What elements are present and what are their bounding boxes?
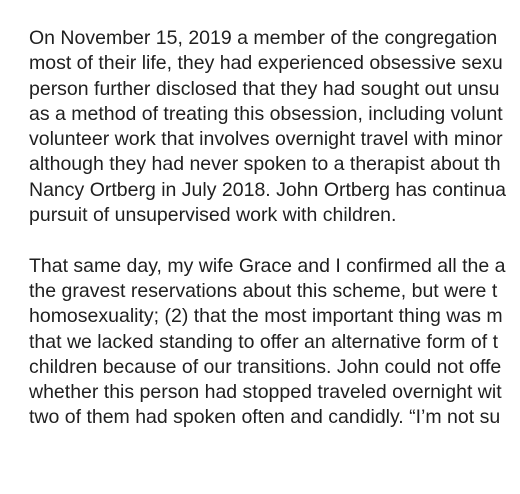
text-line: volunteer work that involves overnight travel with minor bbox=[29, 128, 503, 151]
text-line: That same day, my wife Grace and I confirmed all the a bbox=[29, 254, 506, 277]
text-line: pursuit of unsupervised work with children. bbox=[29, 204, 397, 227]
text-line: On November 15, 2019 a member of the congregation bbox=[29, 27, 498, 49]
text-line: most of their life, they had experienced obsessive sexu bbox=[29, 52, 503, 75]
text-line: person further disclosed that they had sought out unsu bbox=[29, 77, 500, 100]
paragraph-2 bbox=[29, 254, 520, 431]
text-line: that we lacked standing to offer an alternative form of t bbox=[29, 330, 498, 353]
text-line: Nancy Ortberg in July 2018. John Ortberg has continua bbox=[29, 178, 506, 201]
text-line: whether this person had stopped traveled overnight wit bbox=[29, 381, 502, 404]
text-line: as a method of treating this obsession, including volunt bbox=[29, 102, 503, 125]
text-line: two of them had spoken often and candidly. “I’m not su bbox=[29, 406, 501, 429]
text-line: children because of our transitions. John could not offe bbox=[29, 355, 502, 378]
text-line: the gravest reservations about this scheme, but were t bbox=[29, 279, 498, 302]
document-body bbox=[29, 26, 520, 431]
paragraph-1 bbox=[29, 26, 520, 228]
text-line: homosexuality; (2) that the most important thing was m bbox=[29, 305, 503, 328]
text-line: although they had never spoken to a therapist about th bbox=[29, 153, 501, 176]
